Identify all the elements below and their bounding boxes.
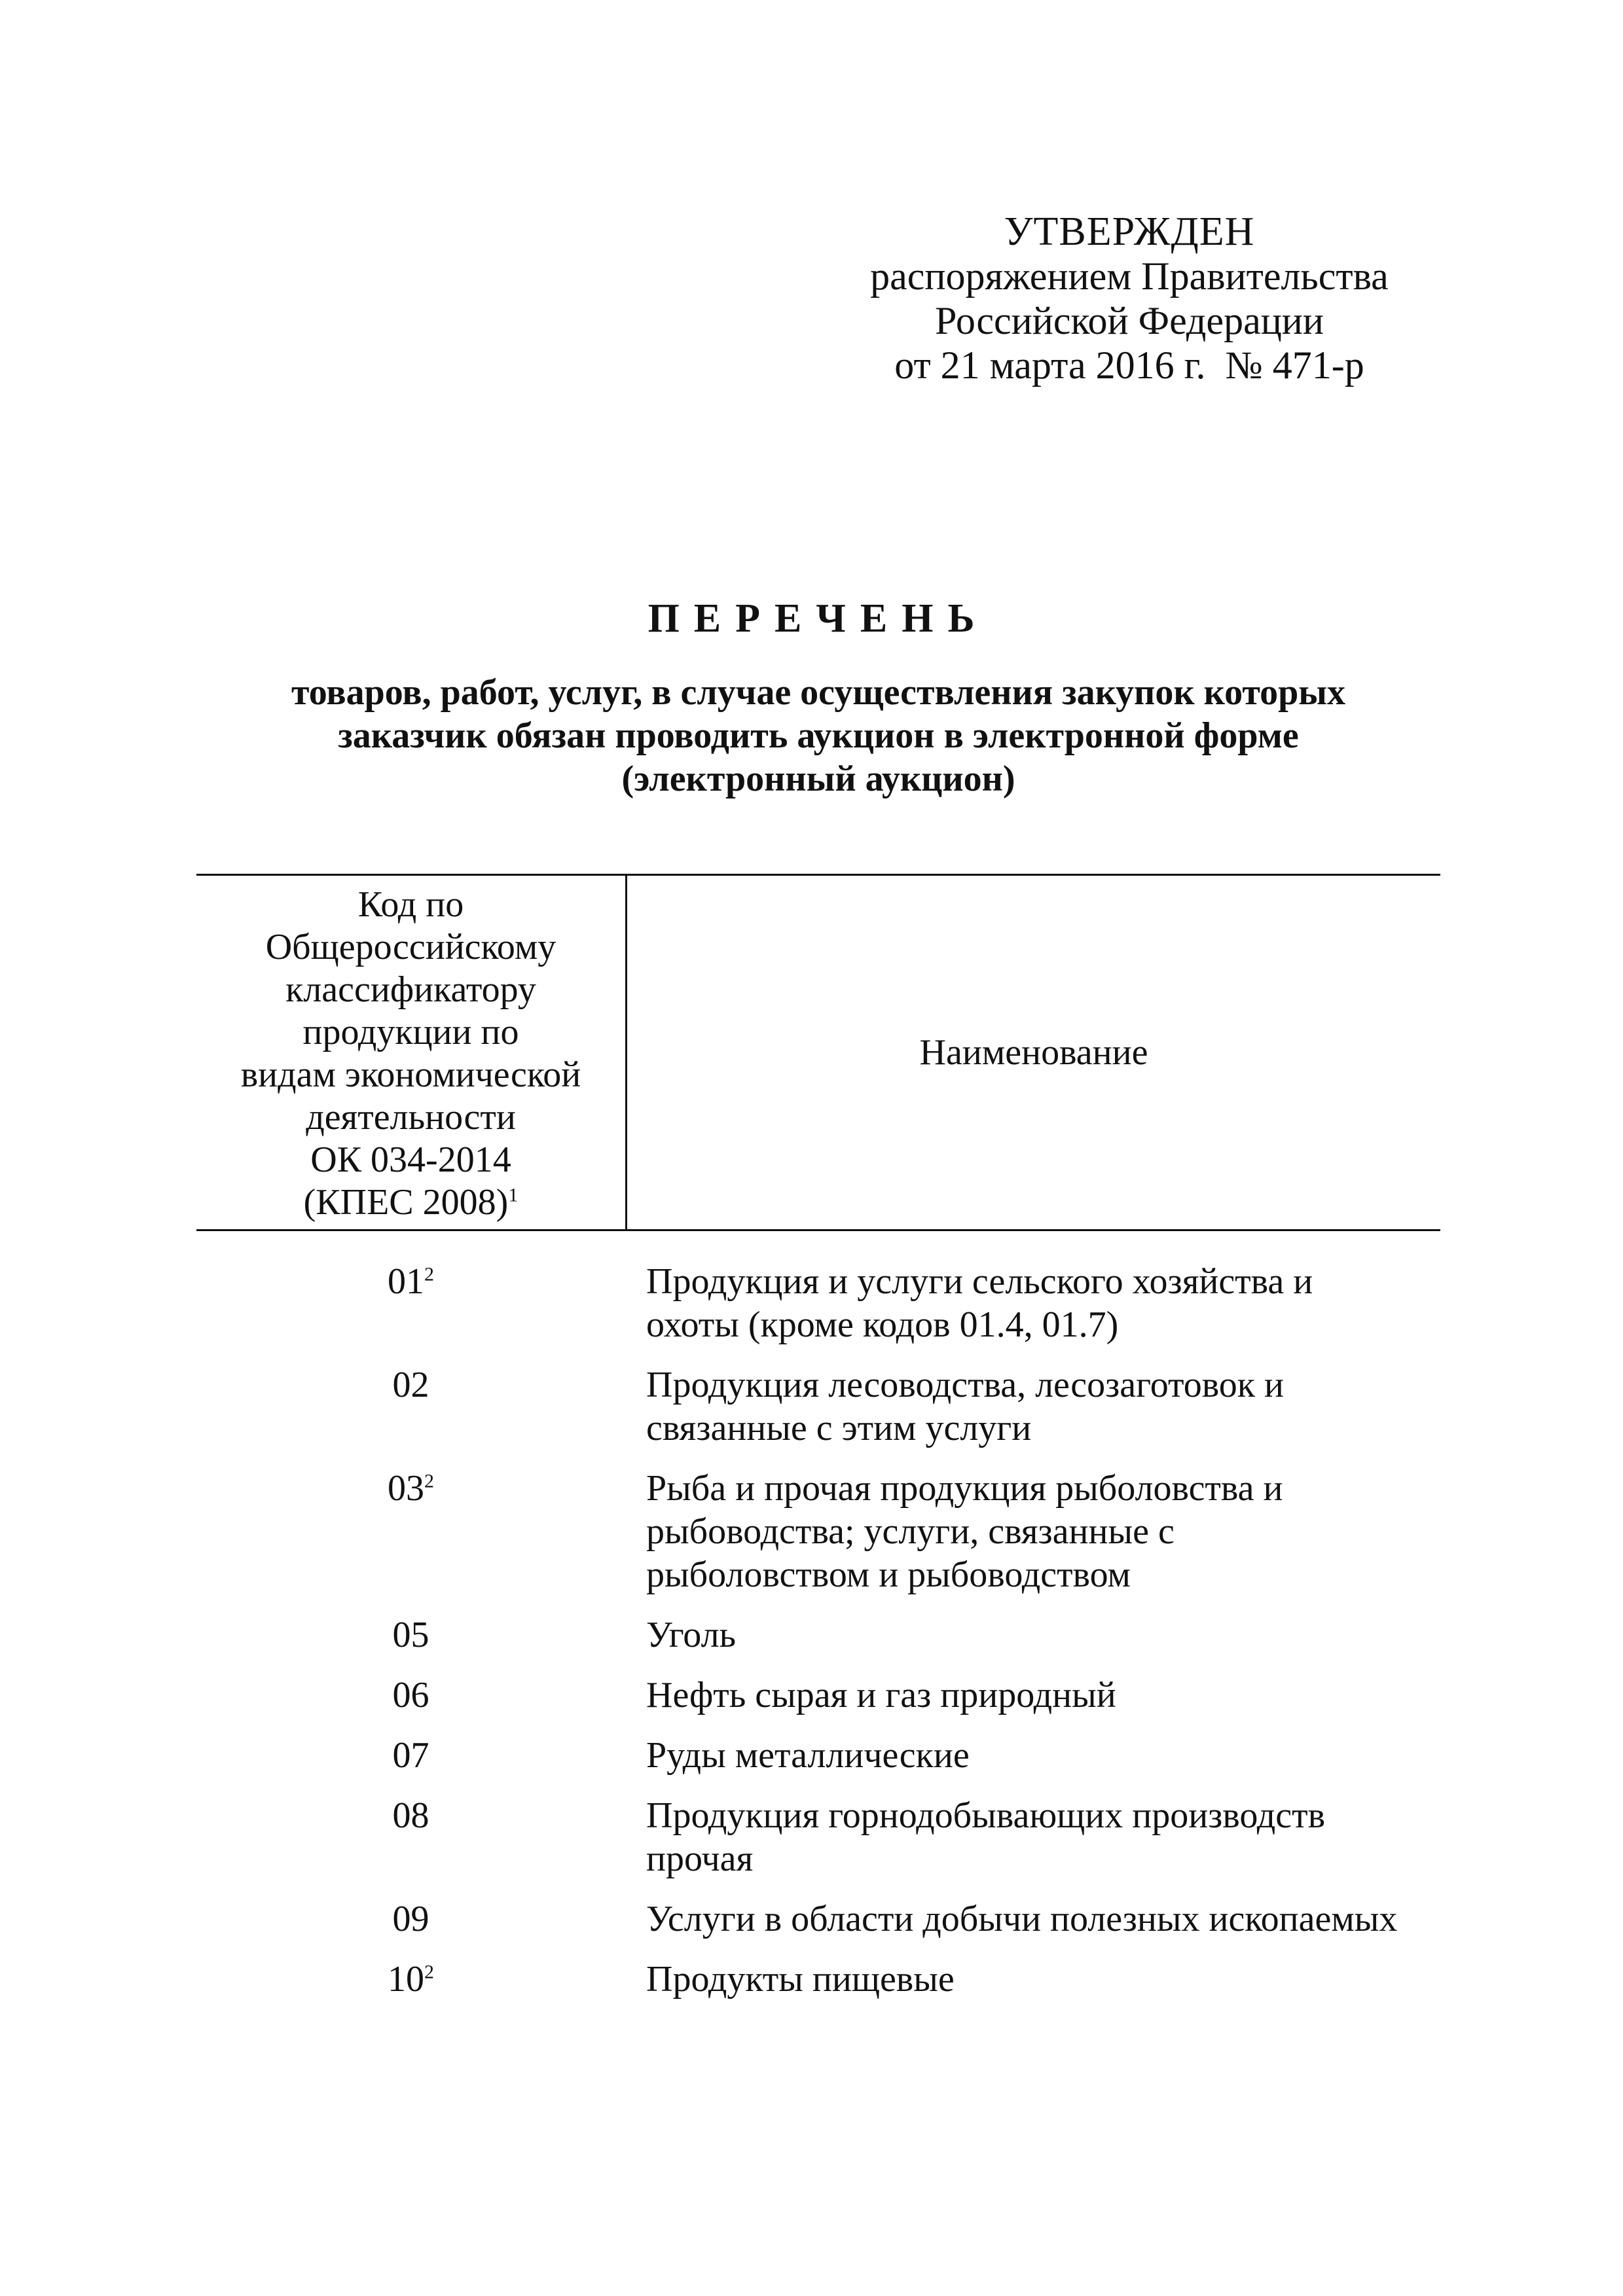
header-code-column [196, 876, 627, 1229]
row-name [625, 1794, 1437, 1880]
row-code-value: 08 [392, 1795, 429, 1836]
approval-line-3: от 21 марта 2016 г. № 471-р [894, 344, 1364, 387]
document-subtitle [196, 671, 1440, 800]
row-name-line: Руды металлические [646, 1735, 970, 1776]
row-name [625, 1613, 1437, 1657]
row-name-line: связанные с этим услуги [646, 1408, 1032, 1448]
row-code-value: 05 [392, 1615, 429, 1655]
header-name-text: Наименование [919, 1032, 1148, 1073]
row-code [196, 1363, 625, 1450]
row-code [196, 1734, 625, 1777]
document-heading [196, 592, 1440, 800]
row-code-value: 06 [392, 1675, 429, 1715]
footnote-marker: 2 [424, 1961, 434, 1983]
table-body [196, 1260, 1440, 2018]
header-code-line: ОК 034-2014 [310, 1139, 511, 1180]
header-code-line: Код по [357, 884, 464, 925]
row-code-value: 01 [388, 1261, 424, 1302]
row-name [625, 1897, 1437, 1941]
row-name [625, 1467, 1437, 1596]
table-header [196, 874, 1440, 1231]
row-code [196, 1794, 625, 1880]
row-code-value: 03 [388, 1468, 424, 1509]
row-code-value: 02 [392, 1365, 429, 1405]
row-code-wrap [388, 1958, 434, 2001]
row-code [196, 1260, 625, 1346]
table-row [196, 1897, 1440, 1941]
row-name-line: Продукция горнодобывающих производств [646, 1795, 1326, 1836]
row-name-line: прочая [646, 1839, 754, 1879]
row-name-line: Продукция и услуги сельского хозяйства и [646, 1261, 1313, 1302]
header-code-line: классификатору [285, 969, 536, 1010]
table-row [196, 1794, 1440, 1880]
approval-line-1: распоряжением Правительства [870, 255, 1389, 298]
approval-title: УТВЕРЖДЕН [1004, 209, 1255, 254]
header-code-line-last [241, 1181, 581, 1224]
approval-block [851, 209, 1408, 387]
row-code-wrap [393, 1613, 429, 1657]
row-code [196, 1674, 625, 1717]
row-code-wrap [393, 1794, 429, 1837]
header-code-text [241, 881, 581, 1224]
table-row [196, 1613, 1440, 1657]
subtitle-line-2: заказчик обязан проводить аукцион в электронной форме [338, 715, 1299, 756]
row-name-line: Продукты пищевые [646, 1959, 955, 2000]
header-code-line: продукции по [302, 1012, 519, 1052]
row-code-value: 07 [392, 1735, 429, 1776]
subtitle-line-3: (электронный аукцион) [621, 759, 1015, 799]
document-title: ПЕРЕЧЕНЬ [647, 596, 989, 641]
row-code-wrap [388, 1260, 434, 1303]
row-name [625, 1674, 1437, 1717]
row-code [196, 1897, 625, 1941]
table-row [196, 1734, 1440, 1777]
row-name [625, 1260, 1437, 1346]
row-code [196, 1613, 625, 1657]
header-code-line: деятельности [306, 1097, 516, 1138]
table-row [196, 1674, 1440, 1717]
row-code-wrap [393, 1674, 429, 1717]
header-code-last: (КПЕС 2008) [303, 1182, 509, 1223]
footnote-marker: 1 [508, 1184, 519, 1206]
row-code-wrap [393, 1897, 429, 1941]
row-code-wrap [393, 1734, 429, 1777]
approval-line-2: Российской Федерации [934, 299, 1324, 342]
row-name [625, 1363, 1437, 1450]
row-name-line: Уголь [646, 1615, 737, 1655]
row-name [625, 1958, 1437, 2001]
row-code [196, 1467, 625, 1596]
row-name-line: Рыба и прочая продукция рыболовства и [646, 1468, 1283, 1509]
row-name-line: рыбоводства; услуги, связанные с [646, 1511, 1175, 1552]
footnote-marker: 2 [424, 1470, 434, 1492]
table-row [196, 1467, 1440, 1596]
row-name-line: Нефть сырая и газ природный [646, 1675, 1116, 1715]
header-code-line: Общероссийскому [265, 927, 556, 967]
row-code [196, 1958, 625, 2001]
table-row [196, 1363, 1440, 1450]
subtitle-line-1: товаров, работ, услуг, в случае осуществления закупок которых [291, 672, 1346, 713]
header-name-column [627, 876, 1440, 1229]
row-code-value: 10 [388, 1959, 424, 2000]
row-name [625, 1734, 1437, 1777]
row-name-line: Продукция лесоводства, лесозаготовок и [646, 1365, 1284, 1405]
row-code-wrap [393, 1363, 429, 1407]
row-name-line: охоты (кроме кодов 01.4, 01.7) [646, 1304, 1119, 1345]
row-name-line: Услуги в области добычи полезных ископаемых [646, 1899, 1398, 1939]
row-code-wrap [388, 1467, 434, 1510]
row-code-value: 09 [392, 1899, 429, 1939]
header-code-line: видам экономической [240, 1054, 581, 1095]
row-name-line: рыболовством и рыбоводством [646, 1554, 1131, 1595]
footnote-marker: 2 [424, 1263, 434, 1285]
table-row [196, 1260, 1440, 1346]
table-row [196, 1958, 1440, 2001]
